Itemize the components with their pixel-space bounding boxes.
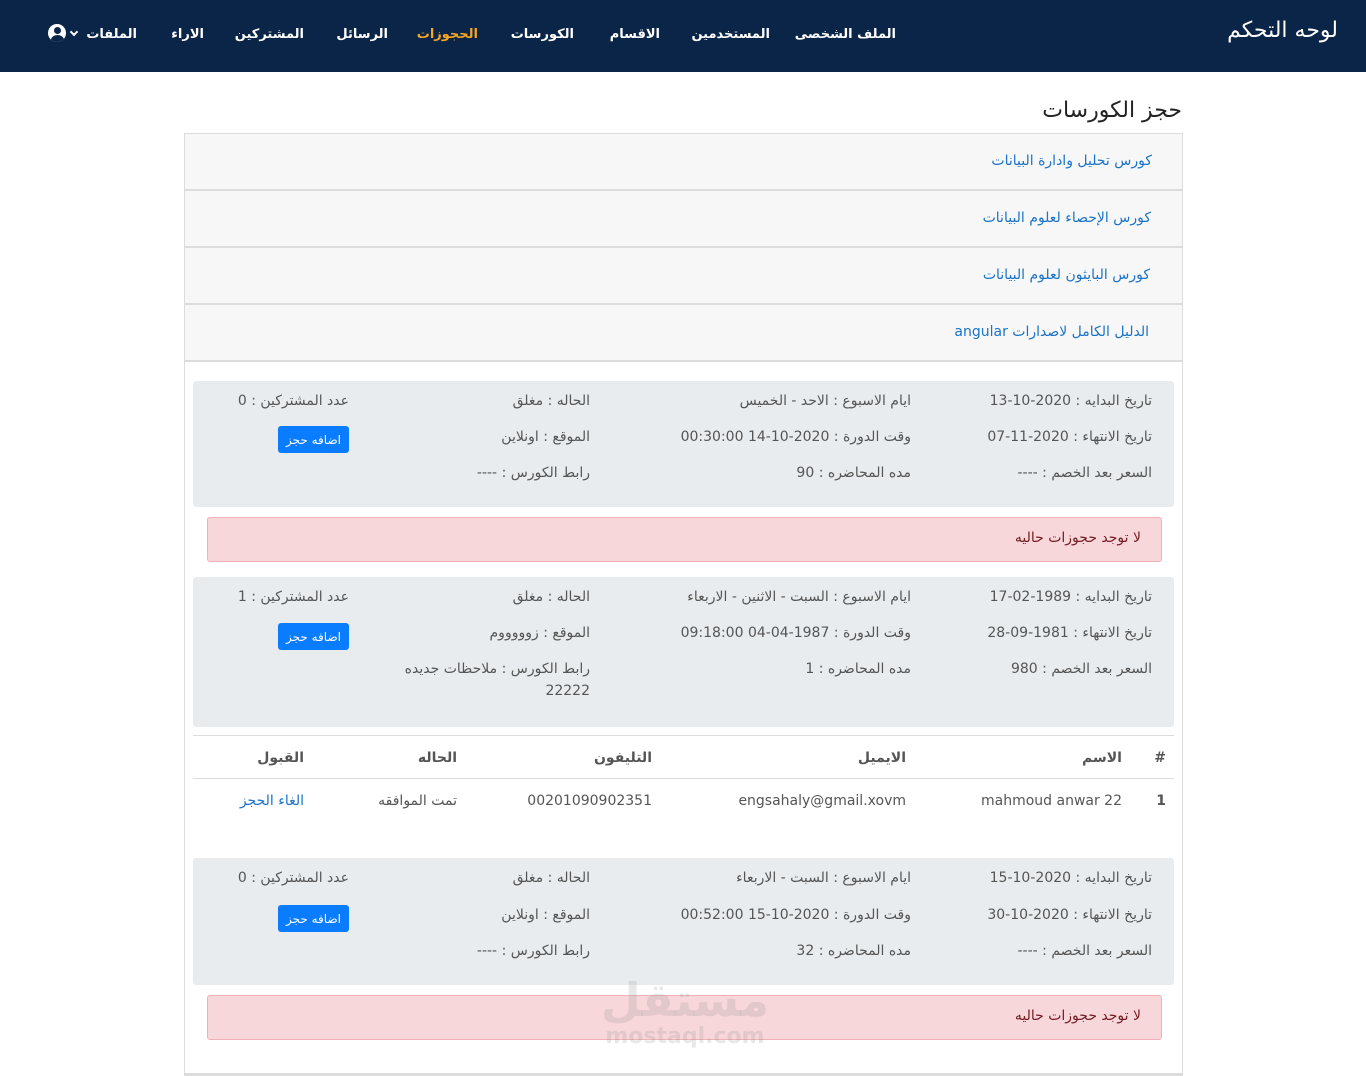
nav-item-bookings[interactable]: الحجوزات <box>416 27 478 42</box>
add-booking-button[interactable]: اضافه حجز <box>278 426 349 453</box>
course-start-date: تاريخ البدايه : 2020-10-13 <box>989 393 1152 409</box>
no-bookings-alert <box>207 517 1162 562</box>
course-link: رابط الكورس : ملاحظات جديده 22222 <box>404 661 590 699</box>
row-name: mahmoud anwar 22 <box>980 793 1122 809</box>
course-location: الموقع : اونلاين <box>501 907 590 923</box>
no-bookings-text: لا توجد حجوزات حاليه <box>1014 530 1141 546</box>
accordion-header[interactable] <box>185 134 1182 191</box>
chevron-down-icon <box>70 27 78 35</box>
add-booking-button[interactable]: اضافه حجز <box>278 905 349 932</box>
accordion-header[interactable] <box>185 248 1182 305</box>
row-phone: 00201090902351 <box>527 793 652 809</box>
course-status: الحاله : مغلق <box>512 393 590 409</box>
course-subscribers: عدد المشتركين : 0 <box>237 393 349 409</box>
top-navbar <box>0 0 1366 72</box>
table-header-number: # <box>1154 750 1166 766</box>
course-link: رابط الكورس : ---- <box>476 943 590 959</box>
courses-accordion <box>184 133 1183 1076</box>
watermark-latin: mostaql.com <box>605 1024 765 1049</box>
user-menu-toggle[interactable] <box>48 24 77 42</box>
accordion-header[interactable] <box>185 191 1182 248</box>
course-duration: مده المحاضره : 90 <box>796 465 911 481</box>
watermark-arabic: مستقل <box>600 973 770 1027</box>
row-number: 1 <box>1156 793 1166 809</box>
course-days: ايام الاسبوع : الاحد - الخميس <box>739 393 911 409</box>
course-end-date: تاريخ الانتهاء : 2020-11-07 <box>987 429 1152 445</box>
course-days: ايام الاسبوع : السبت - الاثنين - الاربعاء <box>687 589 911 605</box>
nav-item-messages[interactable]: الرسائل <box>336 27 388 42</box>
row-email: engsahaly@gmail.xovm <box>738 793 906 809</box>
course-location: الموقع : زوووووم <box>489 625 590 641</box>
cancel-booking-link[interactable]: الغاء الحجز <box>239 793 304 809</box>
course-link: رابط الكورس : ---- <box>476 465 590 481</box>
accordion-header[interactable] <box>185 305 1182 362</box>
table-header-status: الحاله <box>417 750 457 766</box>
accordion-link-data-analysis[interactable]: كورس تحليل وادارة البيانات <box>991 153 1152 169</box>
course-duration: مده المحاضره : 32 <box>796 943 911 959</box>
nav-item-courses[interactable]: الكورسات <box>510 27 574 42</box>
course-card <box>193 858 1174 985</box>
course-time: وقت الدورة : 2020-10-14 00:30:00 <box>680 429 911 445</box>
course-status: الحاله : مغلق <box>512 589 590 605</box>
course-location: الموقع : اونلاين <box>501 429 590 445</box>
course-start-date: تاريخ البدايه : 1989-02-17 <box>989 589 1152 605</box>
course-days: ايام الاسبوع : السبت - الاربعاء <box>736 870 911 886</box>
page-title: حجز الكورسات <box>1042 98 1182 123</box>
nav-item-subscribers[interactable]: المشتركين <box>234 27 304 42</box>
nav-item-profile[interactable]: الملف الشخصى <box>794 27 896 42</box>
course-subscribers: عدد المشتركين : 0 <box>237 870 349 886</box>
course-time: وقت الدورة : 1987-04-04 09:18:00 <box>680 625 911 641</box>
add-booking-button[interactable]: اضافه حجز <box>278 623 349 650</box>
user-circle-icon <box>48 24 66 42</box>
course-price: السعر بعد الخصم : ---- <box>1017 943 1152 959</box>
no-bookings-text: لا توجد حجوزات حاليه <box>1014 1008 1141 1024</box>
course-duration: مده المحاضره : 1 <box>805 661 911 677</box>
course-status: الحاله : مغلق <box>512 870 590 886</box>
table-header-phone: التليفون <box>593 750 652 766</box>
course-price: السعر بعد الخصم : ---- <box>1017 465 1152 481</box>
accordion-link-python[interactable]: كورس البايثون لعلوم البيانات <box>982 267 1150 283</box>
row-status: تمت الموافقه <box>378 793 457 809</box>
nav-item-categories[interactable]: الاقسام <box>609 27 660 42</box>
nav-item-files[interactable]: الملفات <box>86 27 137 42</box>
accordion-link-angular[interactable]: الدليل الكامل لاصدارات angular <box>954 324 1149 340</box>
course-time: وقت الدورة : 2020-10-15 00:52:00 <box>680 907 911 923</box>
brand-title[interactable]: لوحه التحكم <box>1227 18 1338 43</box>
nav-item-reviews[interactable]: الاراء <box>171 27 204 42</box>
mostaql-watermark <box>600 975 770 1049</box>
course-end-date: تاريخ الانتهاء : 1981-09-28 <box>987 625 1152 641</box>
table-header-email: الايميل <box>857 750 906 766</box>
course-subscribers: عدد المشتركين : 1 <box>237 589 349 605</box>
table-header-accept: القبول <box>257 750 304 766</box>
table-header-name: الاسم <box>1082 750 1122 766</box>
accordion-link-statistics[interactable]: كورس الإحصاء لعلوم البيانات <box>982 210 1151 226</box>
course-end-date: تاريخ الانتهاء : 2020-10-30 <box>987 907 1152 923</box>
course-card <box>193 381 1174 507</box>
nav-item-users[interactable]: المستخدمين <box>691 27 770 42</box>
course-card <box>193 577 1174 727</box>
course-price: السعر بعد الخصم : 980 <box>1010 661 1152 677</box>
table-top-border <box>193 735 1174 736</box>
table-header-border <box>193 778 1174 779</box>
course-start-date: تاريخ البدايه : 2020-10-15 <box>989 870 1152 886</box>
